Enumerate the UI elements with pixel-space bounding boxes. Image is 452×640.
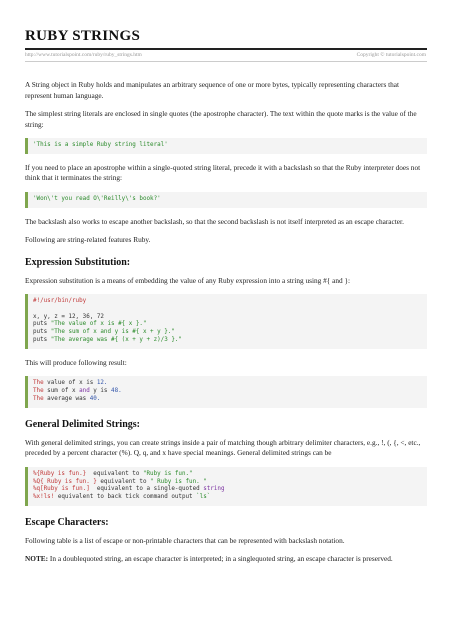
intro-paragraph-4: The backslash also works to escape another backslash, so that the second backslash is not itself interpreted as an escape character. [25, 216, 404, 226]
note-label: NOTE: [25, 554, 49, 564]
delim-paragraph-1: With general delimited strings, you can create strings inside a pair of matching though arbitrary delimiter characters, e.g., !, (, {, <, etc., preceded by a percent character (%). Q, q, and x have special meanings. General delimited strings can be [25, 437, 421, 458]
source-url[interactable]: http://www.tutorialspoint.com/ruby/ruby_strings.htm [25, 52, 142, 58]
output-token: sum of x [43, 388, 80, 395]
code-token: %q[Ruby is fun.] [33, 486, 90, 493]
intro-paragraph-2: The simplest string literals are enclosed in single quotes (the apostrophe character). The text within the quote marks is the value of the string: [25, 109, 417, 129]
code-token: %x!ls! [33, 494, 55, 501]
code-block-expression-example [25, 294, 427, 349]
code-keyword: puts [33, 337, 48, 344]
intro-paragraph-5: Following are string-related features Ruby. [25, 235, 151, 245]
output-token: 40. [89, 395, 101, 402]
code-keyword: puts [33, 329, 48, 336]
code-token: equivalent to [96, 478, 151, 485]
output-token: 12. [96, 380, 108, 387]
article-body [25, 80, 427, 573]
copyright-notice: Copyright © tutorialspoint.com [356, 52, 426, 58]
output-token: average was [43, 395, 90, 402]
section-heading-escape-characters: Escape Characters: [25, 516, 109, 528]
code-string: 'This is a simple Ruby string literal' [33, 142, 168, 148]
output-token: value of x is [43, 380, 97, 387]
code-string: "The sum of x and y is #{ x + y }." [50, 329, 175, 336]
code-token: `ls` [196, 494, 211, 501]
code-token: equivalent to a single-quoted [89, 486, 204, 493]
expr-paragraph-1: Expression substitution is a means of embedding the value of any Ruby expression into a string using #{ and }: [25, 275, 350, 285]
code-token: "Ruby is fun." [142, 470, 193, 477]
intro-paragraph-1: A String object in Ruby holds and manipulates an arbitrary sequence of one or more bytes, typically representing characters that represent human language. [25, 80, 400, 100]
header-divider [25, 61, 427, 62]
code-string: 'Won\'t you read O\'Reilly\'s book?' [33, 195, 161, 202]
title-divider [25, 48, 427, 50]
code-block-delimited-examples [25, 467, 427, 506]
code-token: %Q{ Ruby is fun. } [33, 478, 97, 485]
page-title: RUBY STRINGS [25, 28, 141, 44]
code-keyword: puts [33, 321, 48, 328]
code-string: "The average was #{ (x + y + z)/3 }." [50, 337, 182, 344]
intro-paragraph-3: If you need to place an apostrophe within a single-quoted string literal, precede it with a backslash so that the Ruby interpreter does not think that it terminates the string: [25, 162, 421, 183]
section-heading-expression-substitution: Expression Substitution: [25, 256, 131, 268]
output-token: The [33, 395, 44, 402]
code-token: " Ruby is fun. " [150, 478, 207, 485]
output-token: 48. [111, 388, 122, 395]
code-token: string [203, 486, 225, 493]
note-text: In a doublequoted string, an escape character is interpreted; in a singlequoted string, an escape character is preserved. [48, 554, 393, 564]
output-token: The [33, 380, 44, 387]
output-token: The [33, 388, 44, 395]
code-line: x, y, z = 12, 36, 72 [33, 313, 104, 320]
code-shebang: #!/usr/bin/ruby [33, 298, 87, 305]
code-block-literal [25, 138, 427, 154]
code-token: equivalent to back tick command output [54, 494, 197, 501]
code-block-expression-output [25, 376, 427, 407]
escape-paragraph-1: Following table is a list of escape or non-printable characters that can be represented with backslash notation. [25, 535, 345, 545]
code-token: %{Ruby is fun.} [33, 470, 87, 477]
output-token: y is [89, 388, 112, 395]
output-token: and [79, 388, 90, 395]
escape-note [25, 554, 427, 565]
code-token: equivalent to [86, 470, 143, 477]
expr-paragraph-2: This will produce following result: [25, 357, 127, 367]
section-heading-general-delimited-strings: General Delimited Strings: [25, 418, 140, 430]
code-string: "The value of x is #{ x }." [50, 321, 147, 328]
code-block-escaped-apostrophe [25, 192, 427, 208]
